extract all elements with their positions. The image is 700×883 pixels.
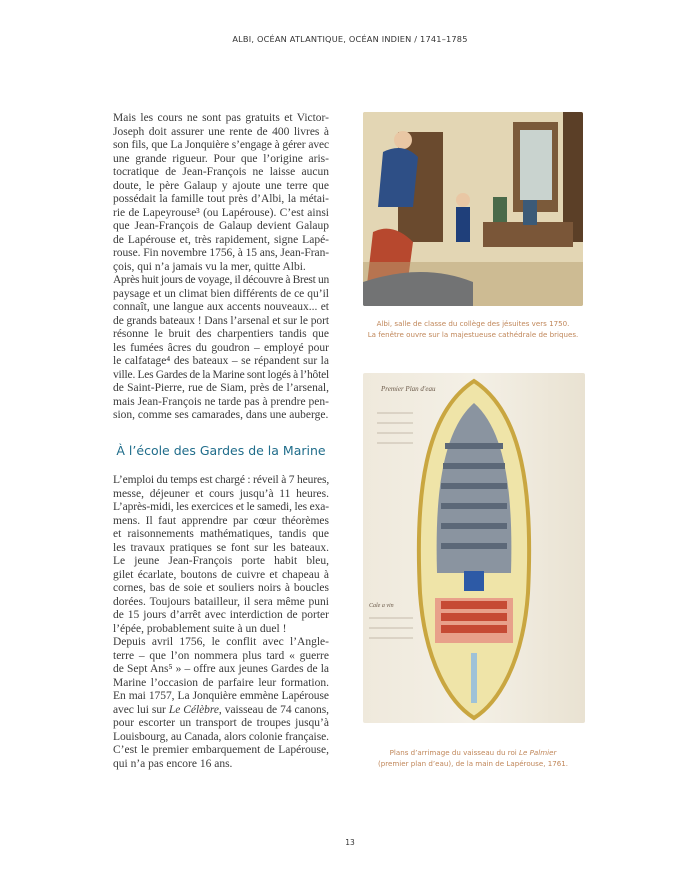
text-line: messe, déjeuner et cours jusqu’à 11 heures. bbox=[113, 487, 329, 500]
text-line: Depuis avril 1756, le conflit avec l’Angle- bbox=[113, 636, 329, 648]
manuscript-title: Premier Plan d'eau bbox=[381, 385, 436, 393]
text-line: Après huit jours de voyage, il découvre à Brest un bbox=[113, 274, 329, 286]
text-line: de grands bateaux ! Dans l’arsenal et sur le port bbox=[113, 314, 330, 327]
text-line: connaît, une langue aux accents nouveaux... et bbox=[113, 301, 329, 313]
caption-line: Plans d’arrimage du vaisseau du roi bbox=[389, 748, 520, 757]
text-line: Le jeune Jean-François porte habit bleu, bbox=[113, 555, 329, 567]
text-line: terre – que l’on nommera plus tard « guerre bbox=[113, 649, 329, 662]
caption-ship-name: Le Palmier bbox=[519, 748, 557, 757]
section-heading: À l’école des Gardes de la Marine bbox=[116, 443, 326, 458]
text-line: C’est le premier embarquement de Lapérouse, bbox=[113, 744, 329, 756]
text-line: les travaux pratiques se font sur les bateaux. bbox=[113, 541, 329, 554]
page-number: 13 bbox=[345, 838, 355, 847]
text-line: rouse. Fin novembre 1756, à 15 ans, Jean-Fran- bbox=[113, 247, 330, 259]
text-line: L’après-midi, les exercices et le samedi, les exa- bbox=[113, 501, 329, 513]
text-line: Mais les cours ne sont pas gratuits et Victor- bbox=[113, 112, 329, 124]
figure-1-caption bbox=[343, 318, 603, 340]
manuscript-label: Cale a vin bbox=[369, 603, 394, 609]
text-line: une grande rigueur. Pour que l’origine aris- bbox=[113, 152, 329, 165]
text-line: mens. Il faut apprendre par cœur théorèmes bbox=[113, 514, 329, 527]
text-line: les fumées âcres du goudron – employé pour bbox=[113, 341, 329, 354]
text-line: doute, le père Galaup y ajoute une terre que bbox=[113, 179, 329, 192]
text-line: En mai 1757, La Jonquière emmène Lapérouse bbox=[113, 690, 329, 702]
text-line: cornes, bas de soie et souliers noirs à boucles bbox=[113, 582, 329, 594]
running-head: ALBI, OCÉAN ATLANTIQUE, OCÉAN INDIEN / 1741–1785 bbox=[232, 34, 468, 44]
text-line: son fils, que La Jonquière s’engage à gérer avec bbox=[113, 139, 329, 151]
classroom-illustration bbox=[363, 112, 583, 306]
text-line: gilet écarlate, boutons de cuivre et chapeau à bbox=[113, 568, 329, 581]
text-line: le calfatage⁴ des bateaux – se répandent sur la bbox=[113, 355, 329, 367]
caption-line: Albi, salle de classe du collège des jésuites vers 1750. bbox=[376, 319, 570, 328]
text-line: dorées. Toujours batailleur, il sera même puni bbox=[113, 595, 329, 608]
text-line: çois, qui n’a jamais vu la mer, quitte Albi. bbox=[113, 260, 306, 273]
text-line: possédait la famille tout près d’Albi, la métai- bbox=[113, 193, 329, 205]
text-line: avec lui sur Le Célèbre, vaisseau de 74 canons, bbox=[113, 703, 329, 716]
text-line: tocratique de Jean-François ne laisse aucun bbox=[113, 166, 329, 178]
text-line: Joseph doit assurer une rente de 400 livres à bbox=[113, 125, 329, 138]
caption-line: La fenêtre ouvre sur la majestueuse cathédrale de briques. bbox=[367, 330, 579, 339]
text-line: qui n’a pas encore 16 ans. bbox=[113, 757, 233, 770]
body-paragraph-2 bbox=[113, 474, 329, 771]
text-line: L’emploi du temps est chargé : réveil à 7 heures, bbox=[113, 474, 330, 486]
text-line: pour escorter un transport de troupes jusqu’à bbox=[113, 717, 329, 729]
text-line: mais Jean-François ne tarde pas à prendre pen- bbox=[113, 395, 329, 408]
body-paragraph-1 bbox=[113, 112, 329, 423]
text-line: de Saint-Pierre, rue de Siam, près de l’arsenal, bbox=[113, 382, 329, 394]
text-line: de 15 jours d’arrêt avec interdiction de porter bbox=[113, 609, 329, 621]
text-line: ville. Les Gardes de la Marine sont logés à l’hôtel bbox=[113, 368, 329, 381]
text-line: paysage et un climat bien différents de ce qu’il bbox=[113, 287, 329, 300]
text-line: de Lapérouse et, très rapidement, signe Lapé- bbox=[113, 233, 329, 246]
text-line: rie de Lapeyrouse³ (ou Lapérouse). C’est ainsi bbox=[113, 206, 329, 219]
text-line: Marine l’occasion de parfaire leur formation. bbox=[113, 676, 329, 689]
text-line: résonne le bruit des charpentiers tandis que bbox=[113, 328, 329, 340]
text-line: sion, comme ses camarades, dans une auberge. bbox=[113, 409, 329, 421]
text-line: que Jean-François de Galaup devient Galaup bbox=[113, 220, 329, 232]
figure-2-caption bbox=[343, 747, 603, 769]
caption-line: (premier plan d’eau), de la main de Lapérouse, 1761. bbox=[377, 759, 569, 768]
text-line: et raisonnements mathématiques, tandis que bbox=[113, 528, 329, 540]
text-line: Louisbourg, au Canada, alors colonie française. bbox=[113, 730, 330, 743]
text-line: de Sept Ans⁵ » – offre aux jeunes Gardes de la bbox=[113, 663, 329, 675]
ship-stowage-plan bbox=[363, 373, 585, 723]
text-line: l’épée, probablement suite à un duel ! bbox=[113, 622, 287, 635]
